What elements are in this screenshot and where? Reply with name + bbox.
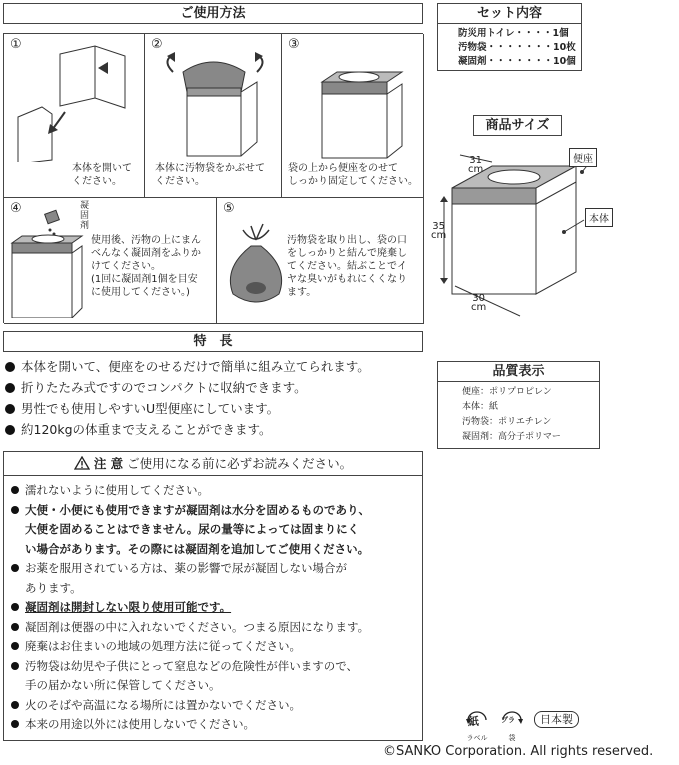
dim-depth-label: 30 cm	[471, 293, 487, 313]
step-number: ②	[151, 37, 163, 52]
bullet-icon	[11, 564, 19, 572]
caution-title: 注 意	[93, 456, 124, 471]
step-2-text: 本体に汚物袋をかぶせて ください。	[155, 163, 265, 187]
warning-icon	[74, 456, 90, 470]
dim-height-label: 35 cm	[431, 221, 447, 241]
set-item: 汚物袋・・・・・・・10枚	[458, 42, 576, 53]
bullet-icon	[11, 623, 19, 631]
quality-list	[437, 381, 600, 449]
set-item: 防災用トイレ・・・・1個	[458, 28, 569, 39]
bullet-icon	[11, 720, 19, 728]
caution-item: 凝固剤は開封しない限り使用可能です。	[11, 598, 421, 618]
coagulant-illustration	[6, 208, 86, 318]
tied-bag-illustration	[221, 218, 291, 308]
caution-item: 凝固剤は便器の中に入れないでください。つまる原因になります。	[11, 618, 421, 638]
coagulant-label: 凝 固 剤	[80, 201, 90, 231]
quality-title: 品質表示	[437, 361, 600, 382]
feature-item: 男性でも使用しやすいU型便座にしています。	[5, 398, 430, 419]
feature-item: 約120kgの体重まで支えることができます。	[5, 419, 430, 440]
step-5	[217, 198, 424, 324]
quality-item: 汚物袋：ポリエチレン	[462, 417, 552, 427]
set-item: 凝固剤・・・・・・・10個	[458, 56, 576, 67]
caution-item: お薬を服用されている方は、薬の影響で尿が凝固しない場合が	[11, 559, 421, 579]
bullet-icon	[11, 662, 19, 670]
step-4-text: 使用後、汚物の上にまん べんなく凝固剤をふりか けてください。 (1回に凝固剤1個を目安 に使用してください。)	[91, 235, 201, 298]
caution-item-continuation: 大便を固めることはできません。尿の量等によっては固まりにく	[25, 522, 360, 536]
step-1	[4, 34, 145, 198]
caution-box	[3, 451, 423, 741]
bag-cover-illustration	[153, 42, 278, 167]
step-3-text: 袋の上から便座をのせて しっかり固定してください。	[288, 163, 418, 187]
step-number: ①	[10, 37, 22, 52]
caution-item-continuation: あります。	[25, 580, 82, 595]
caution-item: 火のそばや高温になる場所には置かないでください。	[11, 696, 421, 716]
size-title: 商品サイズ	[473, 115, 562, 136]
copyright: ©SANKO Corporation. All rights reserved.	[383, 744, 654, 759]
caution-item: 濡れないように使用してください。	[11, 481, 421, 501]
bullet-icon	[11, 506, 19, 514]
step-3	[282, 34, 424, 198]
usage-grid	[3, 33, 423, 323]
caution-list	[11, 481, 421, 735]
seat-mount-illustration	[287, 42, 417, 167]
step-2	[145, 34, 282, 198]
caution-item: 汚物袋は幼児や子供にとって窒息などの危険性が伴いますので、	[11, 657, 421, 677]
step-number: ④	[10, 201, 22, 216]
usage-title: ご使用方法	[3, 3, 423, 24]
bullet-icon	[11, 701, 19, 709]
bullet-icon	[11, 486, 19, 494]
features-title: 特 長	[3, 331, 423, 352]
quality-item: 本体：紙	[462, 402, 499, 412]
step-number: ⑤	[223, 201, 235, 216]
feature-item: 折りたたみ式ですのでコンパクトに収納できます。	[5, 377, 430, 398]
unfold-box-illustration	[10, 42, 140, 162]
caution-item-continuation: い場合があります。その際には凝固剤を追加してご使用ください。	[25, 541, 370, 556]
step-number: ③	[288, 37, 300, 52]
caution-item: 大便・小便にも使用できますが凝固剤は水分を固めるものであり、	[11, 501, 421, 521]
bullet-icon	[11, 603, 19, 611]
step-5-text: 汚物袋を取り出し、袋の口 をしっかりと結んで廃棄し てください。結ぶことでイ ヤな臭いがもれにくくなり ます。	[287, 235, 407, 298]
set-list	[437, 23, 582, 71]
caution-subtitle: ご使用になる前に必ずお読みください。	[127, 456, 353, 471]
quality-item: 凝固剤：高分子ポリマー	[462, 432, 561, 442]
step-4	[4, 198, 217, 324]
quality-item: 便座：ポリプロピレン	[462, 387, 552, 397]
seat-label: 便座	[569, 148, 597, 167]
bullet-icon	[11, 642, 19, 650]
caution-item: 本来の用途以外には使用しないでください。	[11, 715, 421, 735]
size-diagram	[430, 140, 610, 320]
plastic-recycle-mark: プラ 袋	[498, 710, 526, 742]
dim-width-label: 31 cm	[468, 155, 484, 175]
caution-header	[4, 452, 422, 476]
set-title: セット内容	[437, 3, 582, 24]
feature-item: 本体を開いて、便座をのせるだけで簡単に組み立てられます。	[5, 356, 430, 377]
features-list	[5, 356, 430, 440]
step-1-text: 本体を開いて ください。	[72, 163, 132, 187]
made-in-japan-badge: 日本製	[534, 711, 579, 728]
paper-recycle-mark: 紙 ラベル	[463, 710, 491, 742]
body-label: 本体	[585, 208, 613, 227]
caution-item-continuation: 手の届かない所に保管してください。	[25, 678, 221, 692]
caution-item: 廃棄はお住まいの地域の処理方法に従ってください。	[11, 637, 421, 657]
